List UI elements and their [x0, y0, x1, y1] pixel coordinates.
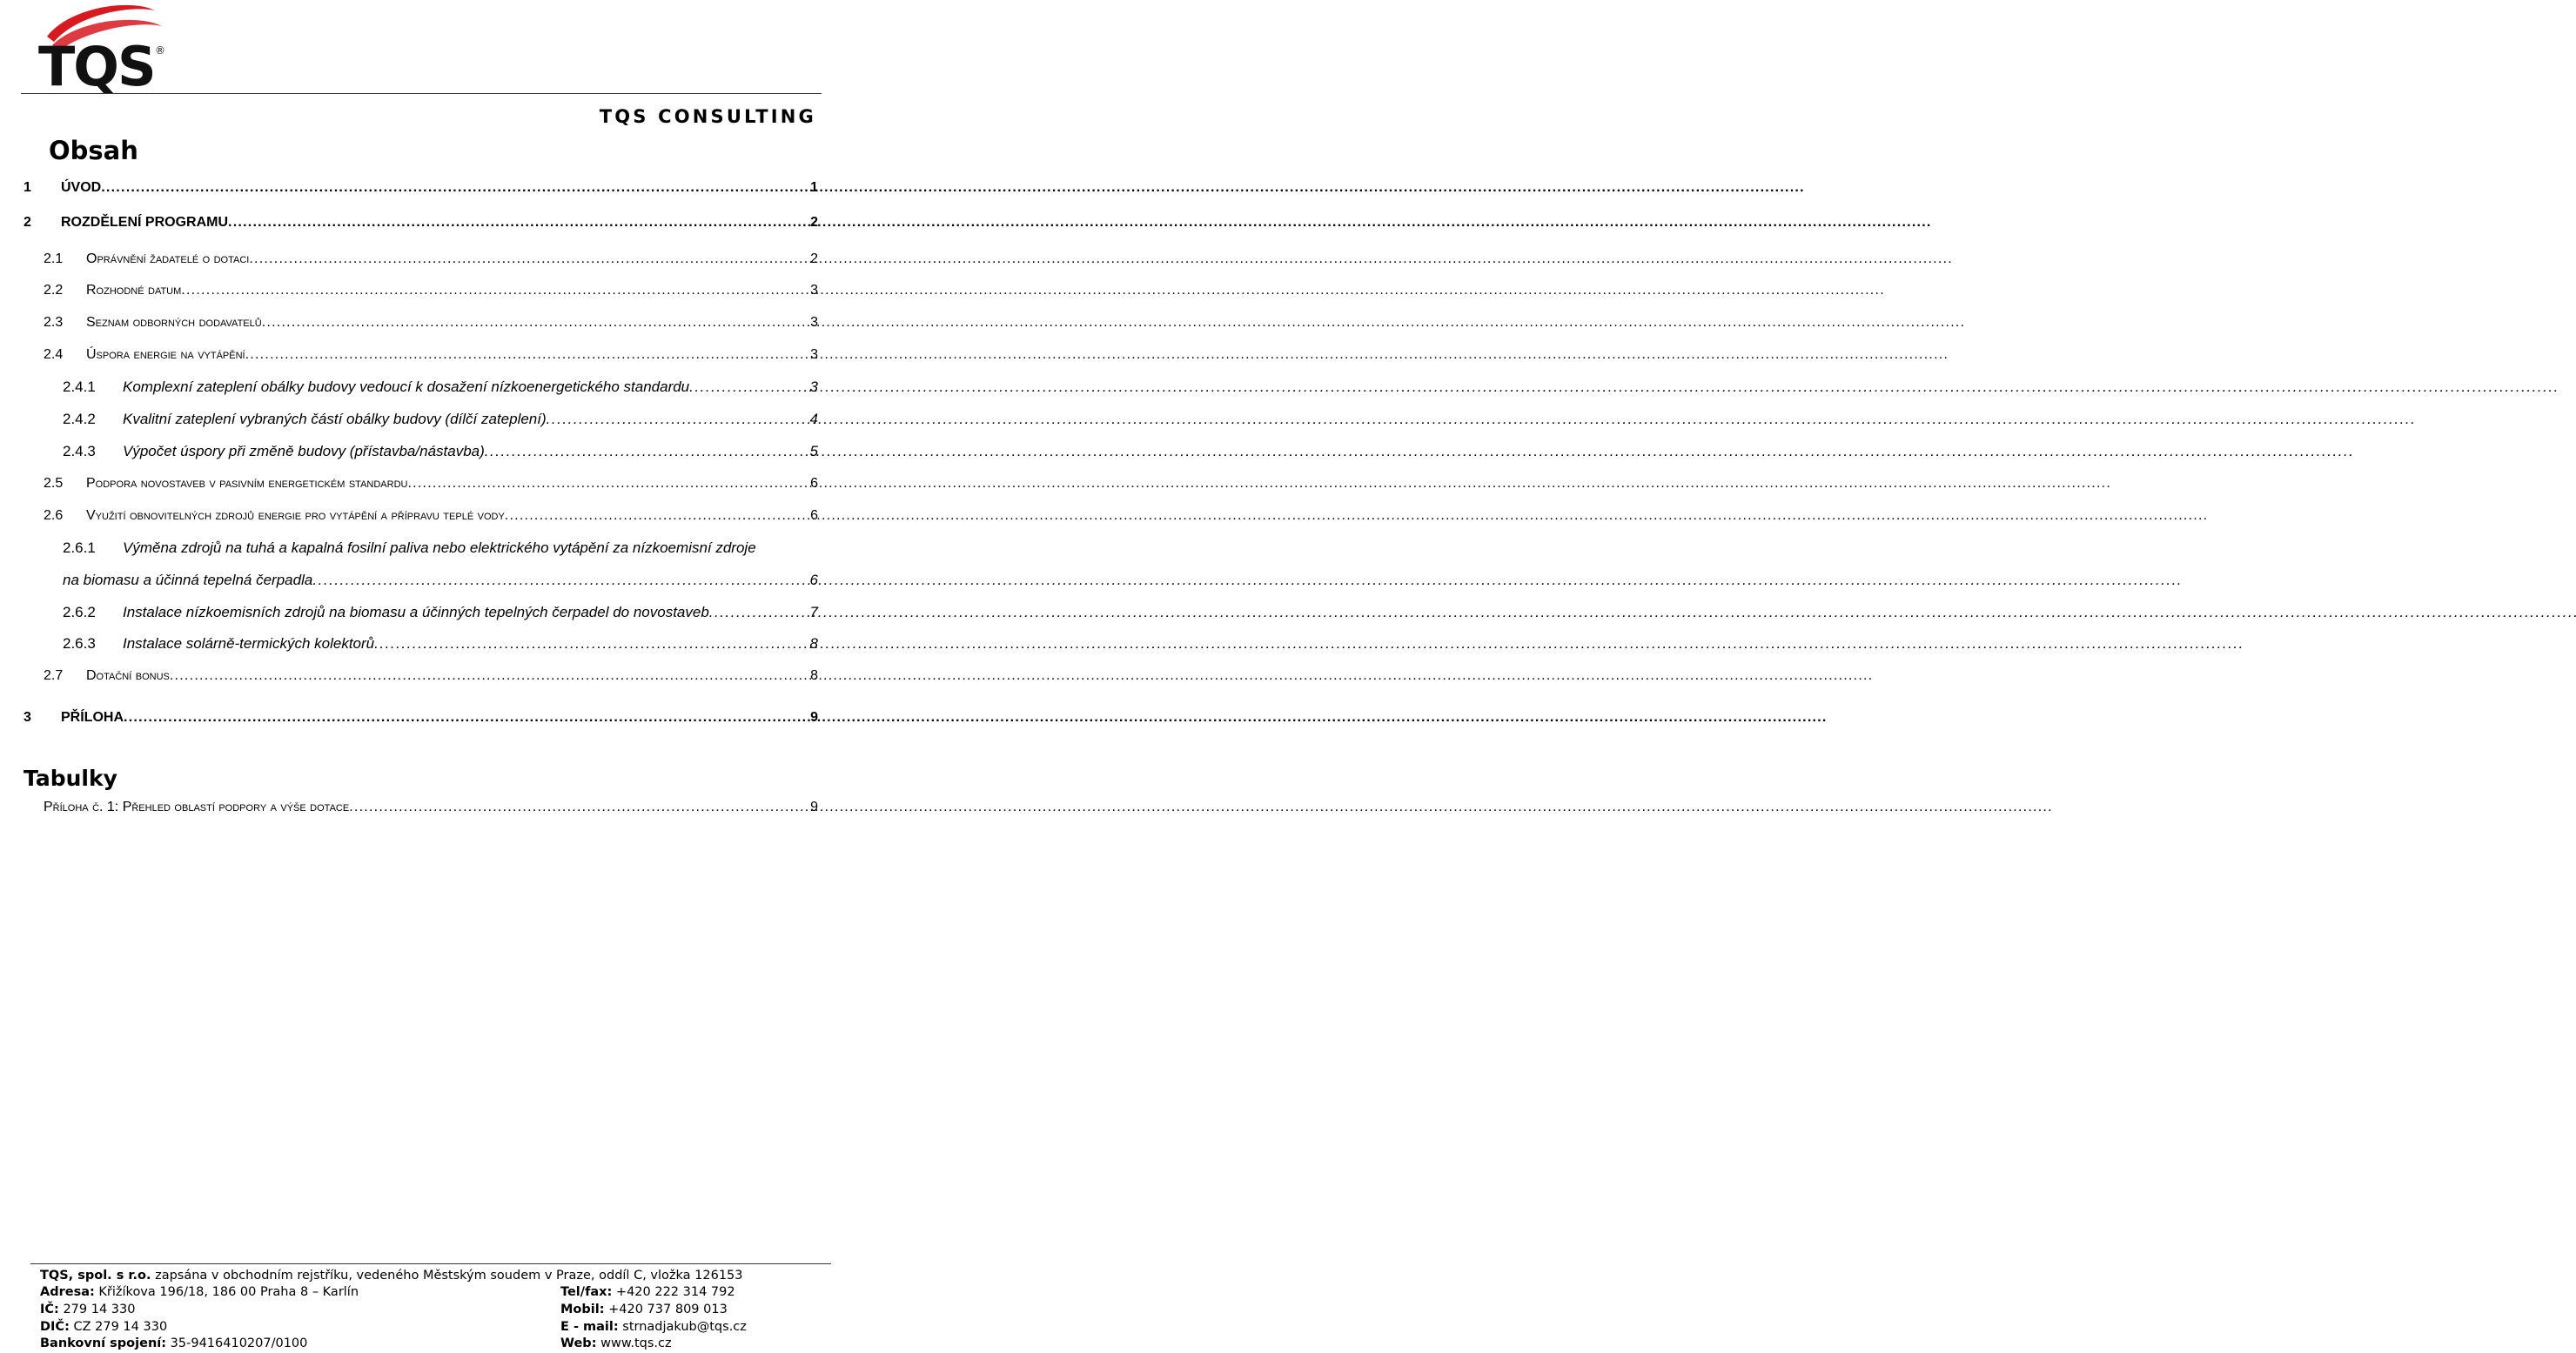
toc-entry[interactable]: 3 PŘÍLOHA . . . 9 [23, 710, 818, 726]
leader-dots [709, 604, 808, 621]
footer-email[interactable]: E - mail: strnadjakub@tqs.cz [560, 1320, 747, 1334]
toc-entry[interactable]: 2.3 Seznam odborných dodavatelů . . . 3 [44, 315, 818, 331]
table-list-entry[interactable]: Příloha č. 1: Přehled oblastí podpory a výše dotace . . . 9 [44, 800, 818, 815]
footer-bank: Bankovní spojení: 35-9416410207/0100 [40, 1336, 308, 1350]
leader-dots [547, 411, 808, 428]
toc-entry[interactable]: 1 ÚVOD . . . 1 [23, 180, 818, 196]
toc-entry[interactable]: 2.2 Rozhodné datum . . . 3 [44, 283, 818, 298]
toc-entry[interactable]: 2 ROZDĚLENÍ PROGRAMU . . . 2 [23, 215, 818, 231]
leader-dots [170, 668, 808, 684]
toc-entry[interactable]: 2.4.3 Výpočet úspory při změně budovy (přístavba/nástavba) . . . 5 [63, 443, 818, 460]
svg-text:TQS: TQS [38, 35, 155, 98]
svg-text:®: ® [155, 44, 165, 57]
toc-entry[interactable]: 2.1 Oprávnění žadatelé o dotaci . . . 2 [44, 251, 818, 267]
footer-registration: TQS, spol. s r.o. zapsána v obchodním rejstříku, vedeného Městským soudem v Praze, oddíl C, vložka 126153 [40, 1269, 743, 1283]
toc-entry[interactable]: 2.5 Podpora novostaveb v pasivním energetickém standardu . . . 6 [44, 476, 818, 492]
toc-heading: Obsah [49, 136, 138, 165]
leader-dots [485, 443, 808, 460]
footer-ic: IČ: 279 14 330 [40, 1303, 136, 1316]
leader-dots [349, 800, 808, 815]
company-name: TQS CONSULTING [599, 106, 816, 127]
header-divider [21, 93, 822, 94]
leader-dots [124, 710, 808, 726]
leader-dots [245, 347, 808, 363]
footer-dic: DIČ: CZ 279 14 330 [40, 1320, 168, 1334]
toc-entry[interactable]: 2.4.1 Komplexní zateplení obálky budovy vedoucí k dosažení nízkoenergetického standardu . . . 3 [63, 378, 818, 396]
leader-dots [101, 180, 808, 196]
leader-dots [505, 508, 808, 524]
leader-dots [181, 283, 808, 298]
footer-address: Adresa: Křižíkova 196/18, 186 00 Praha 8 – Karlín [40, 1285, 359, 1299]
tables-heading: Tabulky [23, 766, 117, 791]
toc-entry[interactable]: 2.6 Využití obnovitelných zdrojů energie pro vytápění a přípravu teplé vody . . . 6 [44, 508, 818, 524]
footer-telfax: Tel/fax: +420 222 314 792 [560, 1285, 735, 1299]
leader-dots [312, 572, 808, 589]
footer-web[interactable]: Web: www.tqs.cz [560, 1336, 672, 1350]
leader-dots [407, 476, 808, 492]
leader-dots [689, 378, 808, 396]
tqs-logo [35, 0, 174, 96]
leader-dots [249, 251, 808, 267]
leader-dots [262, 315, 808, 331]
footer-mobil: Mobil: +420 737 809 013 [560, 1303, 728, 1316]
leader-dots [228, 215, 808, 231]
toc-entry[interactable]: 2.6.3 Instalace solárně-termických kolektorů . . . 8 [63, 635, 818, 653]
toc-entry-wrapped-line1[interactable]: 2.6.1 Výměna zdrojů na tuhá a kapalná fosilní paliva nebo elektrického vytápění za nízkoemisní zdroje [63, 539, 756, 556]
footer-divider [30, 1263, 831, 1264]
toc-entry[interactable]: 2.7 Dotační bonus . . . 8 [44, 668, 818, 684]
toc-entry[interactable]: 2.4 Úspora energie na vytápění . . . 3 [44, 347, 818, 363]
toc-entry[interactable]: na biomasu a účinná tepelná čerpadla . . . 6 [63, 572, 818, 589]
toc-entry[interactable]: 2.4.2 Kvalitní zateplení vybraných částí obálky budovy (dílčí zateplení) . . . 4 [63, 411, 818, 428]
leader-dots [374, 635, 808, 653]
toc-entry[interactable]: 2.6.2 Instalace nízkoemisních zdrojů na biomasu a účinných tepelných čerpadel do novostaveb . . . 7 [63, 604, 818, 621]
